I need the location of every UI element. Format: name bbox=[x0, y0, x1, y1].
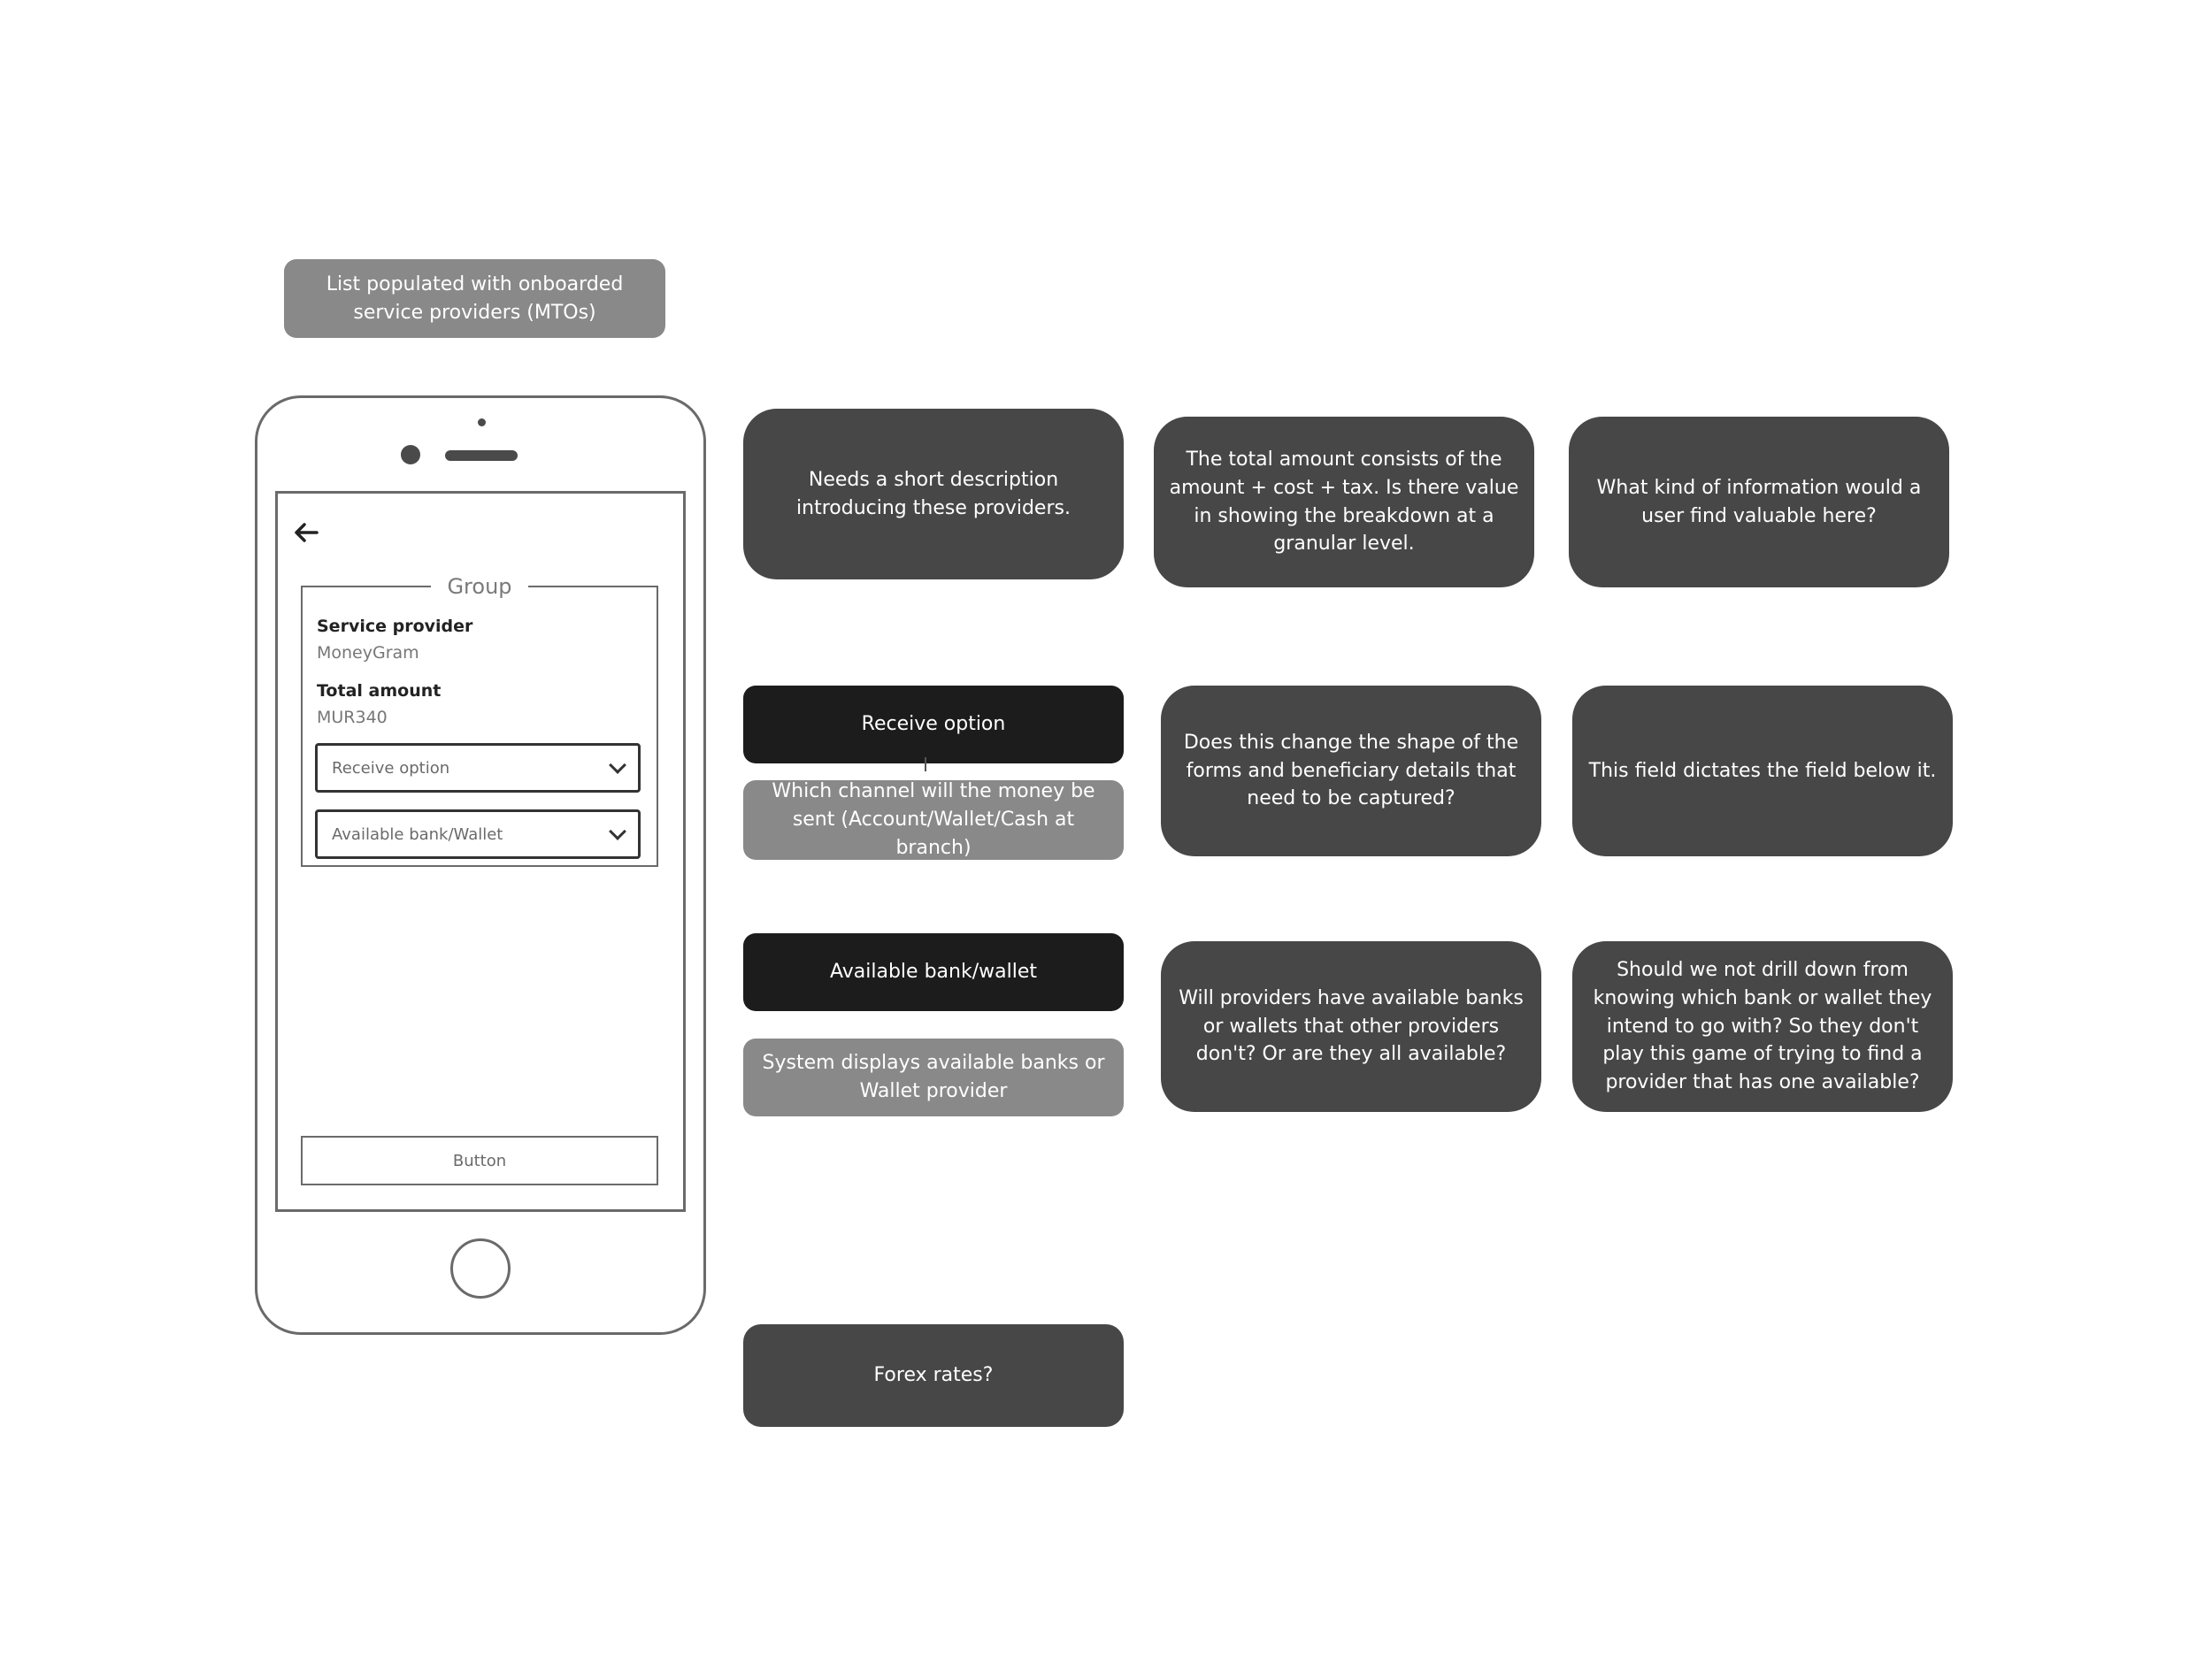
note-receive-option-text: Receive option bbox=[861, 713, 1006, 736]
note-short-description-text: Needs a short description introducing these providers. bbox=[796, 468, 1071, 519]
chevron-down-icon bbox=[609, 823, 626, 840]
note-receive-option bbox=[743, 686, 1124, 763]
bank-wallet-placeholder: Available bank/Wallet bbox=[332, 824, 503, 844]
note-mto-list bbox=[284, 259, 665, 338]
note-valuable-info-text: What kind of information would a user find valuable here? bbox=[1596, 476, 1922, 527]
note-channel-text: Which channel will the money be sent (Account/Wallet/Cash at branch) bbox=[772, 780, 1095, 859]
note-providers-differ bbox=[1161, 941, 1541, 1112]
note-channel bbox=[743, 780, 1124, 860]
receive-option-placeholder: Receive option bbox=[332, 758, 450, 778]
note-available-bank-text: Available bank/wallet bbox=[830, 961, 1037, 984]
note-providers-differ-text: Will providers have available banks or wallets that other providers don't? Or are they all available? bbox=[1179, 986, 1524, 1066]
primary-button[interactable] bbox=[301, 1136, 658, 1185]
service-provider-label: Service provider bbox=[317, 617, 473, 636]
chevron-down-icon bbox=[609, 756, 626, 774]
primary-button-label: Button bbox=[452, 1151, 507, 1170]
note-system-displays-text: System displays available banks or Wallet provider bbox=[762, 1052, 1105, 1102]
note-total-breakdown-text: The total amount consists of the amount + cost + tax. Is there value in showing the breakdown at a granular level. bbox=[1169, 448, 1519, 556]
note-mto-list-text: List populated with onboarded service providers (MTOs) bbox=[326, 272, 624, 324]
note-available-bank bbox=[743, 933, 1124, 1011]
arrow-left-icon[interactable] bbox=[290, 517, 322, 548]
receive-option-select[interactable] bbox=[315, 743, 641, 793]
note-valuable-info bbox=[1569, 417, 1949, 587]
bank-wallet-select[interactable] bbox=[315, 809, 641, 859]
phone-camera bbox=[401, 445, 420, 464]
note-field-dictates-text: This field dictates the field below it. bbox=[1588, 759, 1937, 782]
note-shape-change-text: Does this change the shape of the forms and beneficiary details that need to be captured? bbox=[1183, 731, 1519, 810]
total-amount-value: MUR340 bbox=[317, 708, 388, 727]
phone-sensor bbox=[478, 418, 486, 426]
note-short-description bbox=[743, 409, 1124, 579]
note-forex-text: Forex rates? bbox=[873, 1364, 994, 1387]
service-provider-value: MoneyGram bbox=[317, 643, 419, 663]
group-title: Group bbox=[431, 571, 528, 602]
note-system-displays bbox=[743, 1039, 1124, 1116]
connector-line bbox=[925, 757, 926, 771]
total-amount-label: Total amount bbox=[317, 681, 442, 701]
note-drill-down-text: Should we not drill down from knowing which bank or wallet they intend to go with? So they don't play this game of trying to find a provider that has one available? bbox=[1593, 958, 1932, 1094]
note-shape-change bbox=[1161, 686, 1541, 856]
note-field-dictates bbox=[1572, 686, 1953, 856]
note-drill-down bbox=[1572, 941, 1953, 1112]
note-total-breakdown bbox=[1154, 417, 1534, 587]
note-forex bbox=[743, 1324, 1124, 1427]
phone-home-button[interactable] bbox=[450, 1238, 511, 1299]
phone-speaker bbox=[445, 450, 518, 461]
